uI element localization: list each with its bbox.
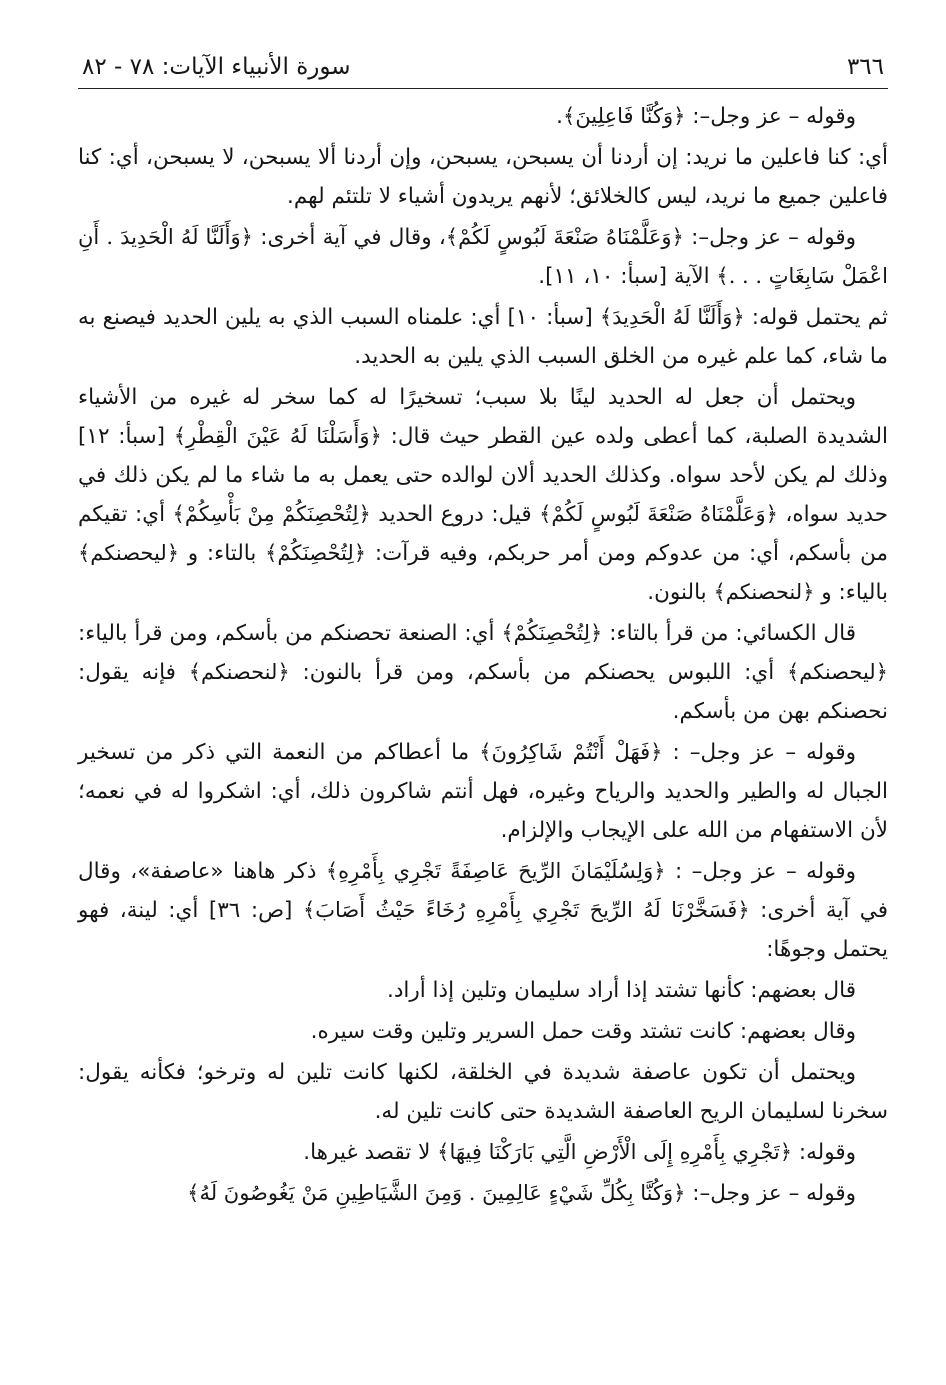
paragraph-text: قال الكسائي: من قرأ بالتاء: [602,621,856,646]
quran-quote: ﴿ليحصنكم﴾ [786,660,888,684]
paragraph-text: لا تقصد غيرها. [303,1140,438,1165]
quran-quote: ﴿وَأَلَنَّا لَهُ الْحَدِيدَ . أَنِ اعْمَلْ سَابِغَاتٍ . . .﴾ [78,225,888,288]
paragraph-text: ثم يحتمل قوله: [744,305,888,330]
paragraph-text: وقال بعضهم: كانت تشتد وقت حمل السرير وتلين وقت سيره. [310,1019,856,1044]
paragraph-text: وقوله – عز وجل–: [685,1181,856,1206]
paragraph [78,852,888,969]
paragraph-text: الآية [سبأ: ١٠، ١١]. [538,264,717,289]
paragraph [78,97,888,136]
paragraph-text: ، وقال في آية أخرى: [252,225,446,250]
paragraph [78,138,888,216]
paragraph [78,1053,888,1131]
paragraph [78,733,888,850]
paragraph-text: وقوله – عز وجل–: [683,225,856,250]
paragraph [78,1133,888,1172]
quran-quote: ﴿وَلِسُلَيْمَانَ الرِّيحَ عَاصِفَةً تَجْرِي بِأَمْرِهِ﴾ [325,859,666,883]
quran-quote: ﴿فَهَلْ أَنْتُمْ شَاكِرُونَ﴾ [479,740,663,764]
paragraph [78,298,888,376]
quran-quote: ﴿ليحصنكم﴾ [78,541,180,565]
quran-quote: ﴿فَسَخَّرْنَا لَهُ الرِّيحَ تَجْرِي بِأَمْرِهِ رُخَاءً حَيْثُ أَصَابَ﴾ [302,898,750,922]
paragraph-text: قيل: دروع الحديد [370,502,540,527]
quran-quote: ﴿لنحصنكم﴾ [713,580,815,604]
paragraph-text: بالياء: و [814,580,888,605]
paragraph-text: بالتاء: و [179,541,266,566]
paragraph [78,1174,888,1213]
quran-quote: ﴿لنحصنكم﴾ [188,660,290,684]
paragraph-text: وقوله – عز وجل– : [665,859,856,884]
paragraph-text: أي: تقيكم من بأسكم، أي: من عدوكم ومن أمر حربكم، وفيه قرآت: [78,502,888,566]
paragraph-text: [سبأ: ١٢] وذلك لم يكن لأحد سواه. وكذلك الحديد ألان لوالده حتى يعمل به ما شاء ما لم يكن ذلك في حديد سواه، [78,424,888,527]
quran-quote: ﴿وَكُنَّا فَاعِلِينَ﴾ [563,104,686,128]
paragraph-text: أي: اللبوس يحصنكم من بأسكم، ومن قرأ بالنون: [289,660,787,685]
page-header [78,52,888,84]
paragraph-text: بالنون. [647,580,714,605]
paragraph-text: [سبأ: ١٠] أي: علمناه السبب الذي به يلين الحديد فيصنع به ما شاء، كما علم غيره من الخلق السبب الذي يلين به الحديد. [78,305,888,369]
page-number: ٣٦٦ [846,54,884,80]
paragraph-text: أي: كنا فاعلين ما نريد: إن أردنا أن يسبحن، يسبحن، وإن أردنا ألا يسبحن، لا يسبحن، أي: كنا فاعلين جميع ما نريد، ليس كالخلائق؛ لأنهم يريدون أشياء لا تلتئم لهم. [78,145,888,209]
paragraph [78,1012,888,1051]
paragraph-text: . [556,104,564,129]
paragraph-text: ويحتمل أن جعل له الحديد لينًا بلا سبب؛ تسخيرًا له كما سخر له غيره من الأشياء الشديدة الصلبة، كما أعطى ولده عين القطر حيث قال: [78,385,888,449]
quran-quote: ﴿تَجْرِي بِأَمْرِهِ إِلَى الْأَرْضِ الَّتِي بَارَكْنَا فِيهَا﴾ [437,1140,793,1164]
book-page [78,52,888,1352]
paragraph [78,971,888,1010]
paragraph [78,378,888,612]
paragraph-text: وقوله – عز وجل– : [662,740,856,765]
quran-quote: ﴿وَأَلَنَّا لَهُ الْحَدِيدَ﴾ [599,305,745,329]
paragraph-text: ويحتمل أن تكون عاصفة شديدة في الخلقة، لكنها كانت تلين له وترخو؛ فكأنه يقول: سخرنا لسليمان الريح العاصفة الشديدة حتى كانت تلين له. [78,1060,888,1124]
quran-quote: ﴿لِتُحْصِنَكُمْ مِنْ بَأْسِكُمْ﴾ [172,502,371,526]
paragraph-text: [ص: ٣٦] أي: لينة، فهو يحتمل وجوهًا: [78,898,888,962]
header-divider [78,88,888,89]
quran-quote: ﴿لِتُحْصِنَكُمْ﴾ [501,621,603,645]
page-body [78,97,888,1213]
paragraph-text: فإنه يقول: نحصنكم بهن من بأسكم. [78,660,888,724]
paragraph-text: ذكر هاهنا «عاصفة»، وقال في آية أخرى: [78,859,889,923]
paragraph [78,218,888,296]
quran-quote: ﴿لِتُحْصِنَكُمْ﴾ [265,541,367,565]
surah-title: سورة الأنبياء الآيات: ٧٨ - ٨٢ [82,54,351,80]
paragraph-text: وقوله: [792,1140,856,1165]
paragraph-text: قال بعضهم: كأنها تشتد إذا أراد سليمان وتلين إذا أراد. [386,978,856,1003]
quran-quote: ﴿وَكُنَّا بِكُلِّ شَيْءٍ عَالِمِينَ . وَمِنَ الشَّيَاطِينِ مَنْ يَغُوصُونَ لَهُ﴾ [187,1181,686,1205]
quran-quote: ﴿وَعَلَّمْنَاهُ صَنْعَةَ لَبُوسٍ لَكُمْ﴾ [539,502,778,526]
paragraph-text: ما أعطاكم من النعمة التي ذكر من تسخير الجبال له والطير والحديد والرياح وغيره، فهل أنتم شاكرون ذلك، أي: اشكروا له في نعمه؛ لأن الاستفهام من الله على الإيجاب والإلزام. [78,740,888,843]
quran-quote: ﴿وَأَسَلْنَا لَهُ عَيْنَ الْقِطْرِ﴾ [173,424,382,448]
quran-quote: ﴿وَعَلَّمْنَاهُ صَنْعَةَ لَبُوسٍ لَكُمْ﴾ [445,225,684,249]
paragraph [78,614,888,731]
paragraph-text: أي: الصنعة تحصنكم من بأسكم، ومن قرأ بالياء: [78,621,502,646]
paragraph-text: وقوله – عز وجل–: [685,104,856,129]
